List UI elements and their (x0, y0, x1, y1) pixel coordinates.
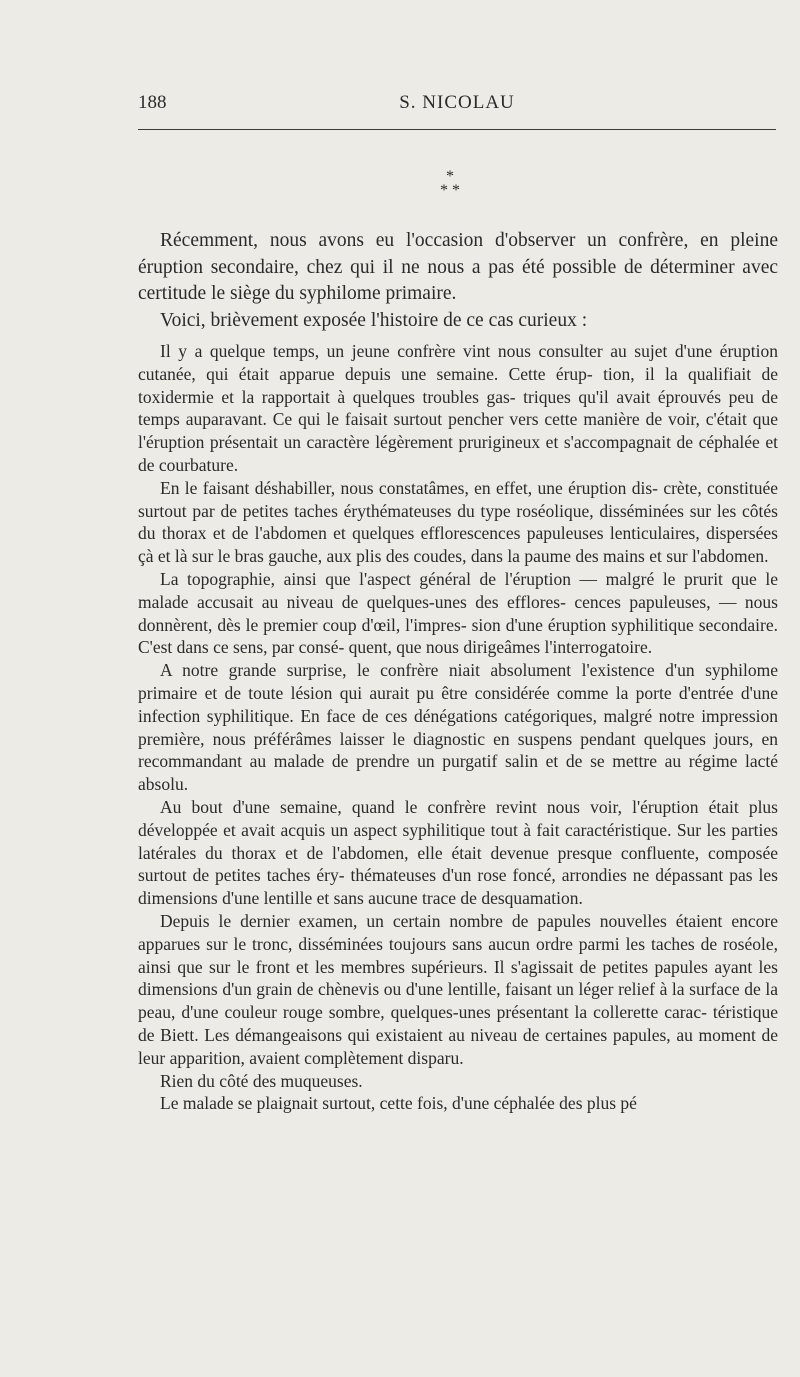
page-header (138, 92, 776, 122)
intro-text (138, 228, 778, 334)
header-rule (138, 129, 776, 130)
intro-paragraph: Récemment, nous avons eu l'occasion d'observer un confrère, en pleine éruption secondaire, chez qui il ne nous a pas été possible de déterminer avec certitude le siège du syphilome primaire. (138, 230, 778, 304)
body-paragraph: Depuis le dernier examen, un certain nombre de papules nouvelles étaient encore apparues sur le tronc, disséminées toujours sans aucun ordre parmi les taches de roséole, ainsi que sur le front et les membres supérieurs. Il s'agissait de petites papules ayant les dimensions d'un grain de chènevis ou d'une lentille, faisant un léger relief à la surface de la peau, d'une couleur rouge sombre, quelques-unes présentant la collerette carac- téristique de Biett. Les démangeaisons qui existaient au niveau de certaines papules, au moment de leur apparition, avaient complètement disparu. (138, 910, 778, 1068)
running-head: S. NICOLAU (399, 92, 515, 113)
body-paragraph: En le faisant déshabiller, nous constatâmes, en effet, une éruption dis- crète, constituée surtout par de petites taches érythémateuses du type roséolique, disséminées sur les côtés du thorax et de l'abdomen et quelques efflorescences papuleuses lenticulaires, dispersées çà et là sur le bras gauche, aux plis des coudes, dans la paume des mains et sur l'abdomen. (138, 477, 778, 567)
page-number: 188 (138, 92, 167, 113)
body-paragraph: Rien du côté des muqueuses. (160, 1070, 363, 1091)
asterism-top: * (446, 168, 454, 185)
body-paragraph: Le malade se plaignait surtout, cette fois, d'une céphalée des plus pé (160, 1093, 637, 1114)
body-paragraph: A notre grande surprise, le confrère niait absolument l'existence d'un syphilome primaire et de toute lésion qui aurait pu être considérée comme la porte d'entrée d'une infection syphilitique. En face de ces dénégations catégoriques, malgré notre impression première, nous préférâmes laisser le diagnostic en suspens pendant quelques jours, en recommandant au malade de prendre un purgatif salin et de se mettre au régime lacté absolu. (138, 660, 778, 795)
body-text (138, 340, 778, 1115)
body-paragraph: La topographie, ainsi que l'aspect général de l'éruption — malgré le prurit que le malade accusait au niveau de quelques-unes des efflores- cences papuleuses, — nous donnèrent, dès le premier coup d'œil, l'impres- sion d'une éruption syphilitique secondaire. C'est dans ce sens, par consé- quent, que nous dirigeâmes l'interrogatoire. (138, 568, 778, 658)
body-paragraph: Au bout d'une semaine, quand le confrère revint nous voir, l'éruption était plus développée et avait acquis un aspect syphilitique tout à fait caractéristique. Sur les parties latérales du thorax et de l'abdomen, elle était devenue presque confluente, composée surtout de petites taches éry- thémateuses d'un rose foncé, arrondies ne dépassant pas les dimensions d'une lentille et sans aucune trace de desquamation. (138, 796, 778, 909)
body-paragraph: Il y a quelque temps, un jeune confrère vint nous consulter au sujet d'une éruption cutanée, qui était apparue depuis une semaine. Cette érup- tion, il la qualifiait de toxidermie et la rapportait à quelques troubles gas- triques qu'il avait éprouvés peu de temps auparavant. Ce qui le faisait surtout pencher vers cette manière de voir, c'était que l'éruption présentait un caractère légèrement prurigineux et s'accompagnait de céphalée et de courbature. (138, 341, 778, 475)
section-asterism (410, 170, 490, 198)
asterism-bottom: * * (440, 182, 460, 199)
intro-paragraph: Voici, brièvement exposée l'histoire de ce cas curieux : (160, 309, 588, 331)
